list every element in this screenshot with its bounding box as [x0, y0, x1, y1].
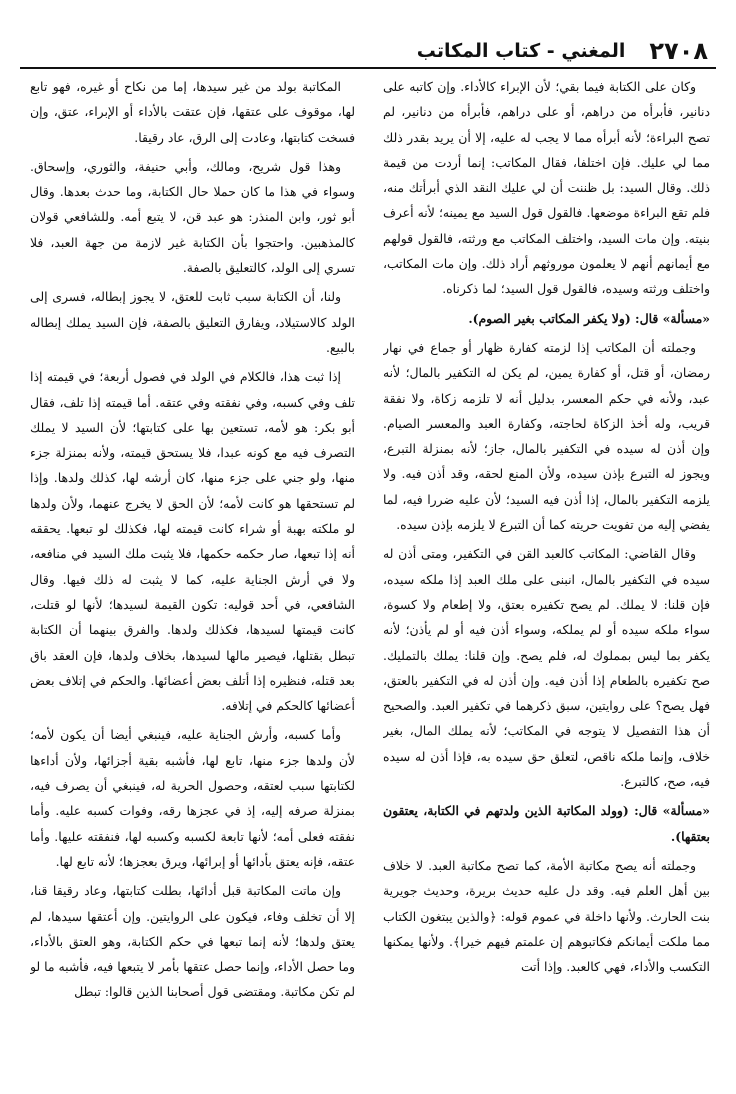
section-heading: «مسألة» قال: (ولا يكفر المكاتب بغير الصوم). [468, 310, 710, 326]
paragraph: المكاتبة بولد من غير سيدها، إما من نكاح أو غيره، فهو تابع لها، موقوف على عتقها، فإن عتقت بالأداء أو الإبراء، عتق، وإن فسخت كتابتها، وعادت إلى الرق، عاد رقيقا. [30, 79, 355, 145]
paragraph: وأما كسبه، وأرش الجناية عليه، فينبغي أيضا أن يكون لأمه؛ لأن ولدها جزء منها، تابع لها، فأشبه بقية أجزائها، ولأن أداءها لكتابتها سبب لعتقه، وحصول الحرية له، فينبغي أن يصرف فيه، بمنزلة صرفه إليه، إذ في عجزها رقه، وفوات كسبه عليه. وأما نفقته فعلى أمه؛ لأنها تابعة لكسبه وكسبه لها، فنفقته عليها. وأما عتقه، فإنه يعتق بأدائها أو إبرائها، ويرق بعجزها؛ لأنه تابع لها. [30, 727, 355, 869]
right-column [383, 74, 710, 1084]
paragraph: وإن ماتت المكاتبة قبل أدائها، بطلت كتابتها، وعاد رقيقا قنا، إلا أن تخلف وفاء، فيكون على الروايتين. وإن أعتقها سيدها، لم يعتق ولدها؛ لأنه إنما تبعها في حكم الكتابة، وهو العتق بالأداء، وما حصل الأداء، وإنما حصل عتقها بأمر لا يتبعها فيه، فأشبه ما لو لم تكن مكاتبة. ومقتضى قول أصحابنا الذين قالوا: تبطل [30, 883, 355, 1000]
running-title: المغني - كتاب المكاتب [416, 40, 626, 62]
paragraph: وجملته أنه يصح مكاتبة الأمة، كما تصح مكاتبة العبد. لا خلاف بين أهل العلم فيه. وقد دل عليه حديث بريرة، وحديث جويرية بنت الحارث. ولأنها داخلة في عموم قوله: ﴿والذين يبتغون الكتاب مما ملكت أيمانكم فكاتبوهم إن علمتم فيهم خيرا﴾. ولأنها يمكنها التكسب والأداء، فهي كالعبد. وإذا أتت [383, 857, 710, 975]
paragraph: وجملته أن المكاتب إذا لزمته كفارة ظهار أو جماع في نهار رمضان، أو قتل، أو كفارة يمين، لم يكن له التكفير بالمال؛ لأنه عبد، ولأنه في حكم المعسر، بدليل أنه لا تلزمه زكاة، ولا نفقة قريب، وله أخذ الزكاة لحاجته، وكفارة العبد والمعسر الصيام. وإن أذن له سيده في التكفير بالمال، جاز؛ لأنه بمنزلة التبرع، ويجوز له التبرع بإذن سيده، ولأن المنع لحقه، وقد أذن فيه. ولا يلزمه التكفير بالمال، إذا أذن فيه السيد؛ لأن عليه ضررا فيه، لما يفضي إليه من تفويت حريته كما أن التبرع لا يلزمه بإذن سيده. [383, 339, 710, 533]
paragraph: وقال القاضي: المكاتب كالعبد القن في التكفير، ومتى أذن له سيده في التكفير بالمال، انبنى على ملك العبد إذا ملكه سيده، فإن قلنا: لا يملك. لم يصح تكفيره بعتق، ولا إطعام ولا كسوة، سواء ملكه سيده أو لم يملكه، وسواء أذن فيه أو لم يأذن؛ لأنه يكفر بما ليس بمملوك له، فلم يصح. وإن قلنا: يملك بالتمليك. صح تكفيره بالطعام إذا أذن فيه. وإن أذن له في التكفير بالعتق، فهل يصح؟ على روايتين، سبق ذكرهما في تكفير العبد. والصحيح أن هذا التفصيل لا يتوجه في المكاتب؛ لأنه يملك المال، بغير خلاف، وإنما ملكه ناقص، لتعلق حق سيده به، فإذا أذن له سيده فيه، صح، كالتبرع. [383, 546, 710, 790]
paragraph: وكان على الكتابة فيما بقي؛ لأن الإبراء كالأداء. وإن كاتبه على دنانير، فأبرأه من دراهم، أو على دراهم، فأبرأه من دنانير، لم تصح البراءة؛ لأنه أبرأه مما لا يجب له عليه، إلا أن يريد بقدر ذلك مما لي عليك. فإن اختلفا، فقال المكاتب: إنما أردت من قيمة ذلك. وقال السيد: بل ظننت أن لي عليك النقد الذي أبرأتك منه، فلم تقع البراءة موضعها. فالقول قول السيد مع يمينه؛ لأنه أعرف بنيته. وإن مات السيد، واختلف المكاتب مع ورثته، فالقول قولهم مع أيمانهم أنهم لا يعلمون موروثهم أراد ذلك. وإن مات المكاتب، واختلف ورثته وسيده، فالقول قول السيد؛ لما ذكرناه. [383, 79, 710, 297]
left-column [30, 74, 355, 1084]
paragraph: ولنا، أن الكتابة سبب ثابت للعتق، لا يجوز إبطاله، فسرى إلى الولد كالاستيلاد، ويفارق التعليق بالصفة، فإن السيد يملك إبطاله بالبيع. [30, 289, 355, 355]
section-heading: «مسألة» قال: (وولد المكاتبة الذين ولدتهم في الكتابة، يعتقون بعتقها). [383, 803, 710, 844]
page-number: ٢٧٠٨ [649, 37, 708, 65]
paragraph: إذا ثبت هذا، فالكلام في الولد في فصول أربعة؛ في قيمته إذا تلف وفي كسبه، وفي نفقته وفي عتقه. أما قيمته إذا تلف، فقال أبو بكر: هو لأمه، تستعين بها على كتابتها؛ لأن السيد لا يملك التصرف فيه مع كونه عبدا، فلا يستحق قيمته، ولأنه بمنزلة جزء منها، ولو جني على جزء منها، كان أرشه لها، كذلك ولدها. وإذا لم تستحقها هو كانت لأمه؛ لأن الحق لا يخرج عنهما، ولأن ولدها لو ملكته بهبة أو شراء كانت قيمته لها، فكذلك لو تبعها. يحققه أنه إذا تبعها، صار حكمه حكمها، فلا يثبت ملك السيد في منافعه، ولا في أرش الجناية عليه، كما لا يثبت له ذلك فيها. وقال الشافعي، في أحد قوليه: تكون القيمة لسيدها؛ لأنها لو قتلت، كانت قيمتها لسيدها، فكذلك ولدها. والفرق بينهما أن الكتابة تبطل بقتلها، فيصير مالها لسيدها، بخلاف ولدها، فإن العقد باق بعد قتله، فنظيره إذا أتلف بعض أعضائها. والحكم في إتلاف بعض أعضائها كالحكم في إتلافه. [30, 369, 355, 714]
page-header [28, 36, 708, 66]
paragraph: وهذا قول شريح، ومالك، وأبي حنيفة، والثوري، وإسحاق. وسواء في هذا ما كان حملا حال الكتابة، وما حدث بعدها. وقال أبو ثور، وابن المنذر: هو عبد قن، لا يتبع أمه. وللشافعي قولان كالمذهبين. واحتجوا بأن الكتابة غير لازمة من جهة العبد، فلا تسري إلى الولد، كالتعليق بالصفة. [30, 158, 355, 276]
header-rule [20, 67, 716, 69]
